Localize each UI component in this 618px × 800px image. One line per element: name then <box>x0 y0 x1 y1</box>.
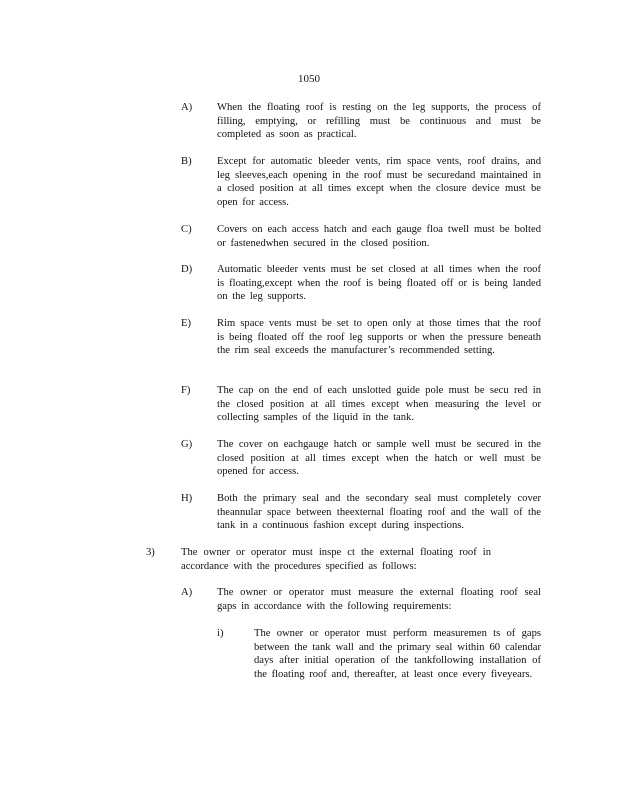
item-text: The owner or operator must inspe ct the external floating roof in accordance with the procedures specified as follows: <box>181 547 491 572</box>
item-label: C) <box>181 224 192 235</box>
list-item-b <box>181 155 541 209</box>
item-label: i) <box>217 628 224 639</box>
list-item-f <box>181 384 541 425</box>
list-item-3a <box>181 586 541 613</box>
item-label: E) <box>181 318 191 329</box>
list-item-c <box>181 223 541 250</box>
item-text: The cap on the end of each unslotted guide pole must be secu red in the closed position at all times except when measuring the level or collecting samples of the liquid in the tank. <box>217 385 541 424</box>
list-item-3 <box>146 546 541 573</box>
item-text: The owner or operator must perform measuremen ts of gaps between the tank wall and the primary seal within 60 calendar days after initial operation of the tankfollowing installation of the floating roof and, thereafter, at least once every fiveyears. <box>254 628 541 680</box>
list-item-h <box>181 492 541 533</box>
item-label: H) <box>181 493 193 504</box>
item-label: G) <box>181 439 193 450</box>
list-item-3a-i <box>217 627 541 681</box>
page-number: 1050 <box>298 73 320 85</box>
item-text: The owner or operator must measure the external floating roof seal gaps in accordance with the following requirements: <box>217 587 541 612</box>
list-item-e <box>181 317 541 358</box>
item-text: Rim space vents must be set to open only at those times that the roof is being floated off the roof leg supports or when the pressure beneath the rim seal exceeds the manufacturer’s recommended setting. <box>217 318 541 357</box>
item-text: Automatic bleeder vents must be set closed at all times when the roof is floating,except when the roof is being floated off or is being landed on the leg supports. <box>217 264 541 303</box>
item-label: 3) <box>146 547 155 558</box>
item-text: Covers on each access hatch and each gauge floa twell must be bolted or fastenedwhen secured in the closed position. <box>217 224 541 249</box>
item-label: F) <box>181 385 191 396</box>
list-item-d <box>181 263 541 304</box>
item-label: D) <box>181 264 193 275</box>
list-item-a <box>181 101 541 142</box>
item-text: Both the primary seal and the secondary seal must completely cover theannular space between theexternal floating roof and the wall of the tank in a continuous fashion except during inspections. <box>217 493 541 532</box>
item-text: Except for automatic bleeder vents, rim space vents, roof drains, and leg sleeves,each opening in the roof must be securedand maintained in a closed position at all times except when the closure device must be open for access. <box>217 156 541 208</box>
item-label: A) <box>181 587 193 598</box>
item-text: When the floating roof is resting on the leg supports, the process of filling, emptying, or refilling must be continuous and must be completed as soon as practical. <box>217 102 541 141</box>
item-label: A) <box>181 102 193 113</box>
item-label: B) <box>181 156 192 167</box>
item-text: The cover on eachgauge hatch or sample well must be secured in the closed position at all times except when the hatch or well must be opened for access. <box>217 439 541 478</box>
list-item-g <box>181 438 541 479</box>
